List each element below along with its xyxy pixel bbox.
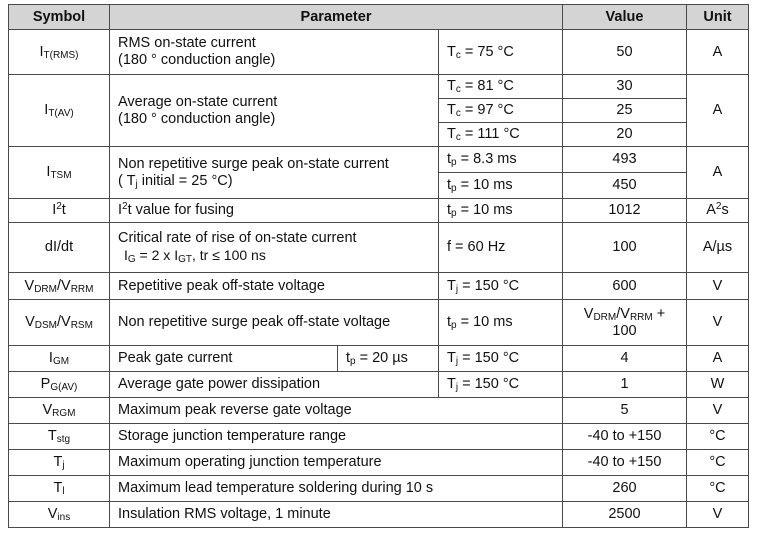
condition-cell: $T_c = 97$ °C bbox=[439, 99, 563, 123]
table-row bbox=[9, 450, 749, 476]
symbol-cell: $I_{T(AV)}$ bbox=[9, 75, 110, 147]
symbol-cell: $P_{G(AV)}$ bbox=[9, 372, 110, 398]
value-cell: 100 bbox=[563, 223, 687, 273]
value-cell: 1 bbox=[563, 372, 687, 398]
unit-cell: $A^2s$ bbox=[687, 199, 749, 223]
unit-cell: V bbox=[687, 300, 749, 346]
value-cell: 260 bbox=[563, 476, 687, 502]
value-cell: 50 bbox=[563, 30, 687, 75]
value-cell: 2500 bbox=[563, 502, 687, 528]
unit-cell: A bbox=[687, 147, 749, 199]
condition-cell: $T_j = 150$ °C bbox=[439, 372, 563, 398]
value-cell: 1012 bbox=[563, 199, 687, 223]
unit-cell: °C bbox=[687, 476, 749, 502]
symbol-cell: $V_{DSM}/V_{RSM}$ bbox=[9, 300, 110, 346]
table-row bbox=[9, 147, 749, 173]
table-header-row bbox=[9, 5, 749, 30]
value-cell: -40 to +150 bbox=[563, 424, 687, 450]
value-cell: $V_{DRM}/V_{RRM}$ + 100 bbox=[563, 300, 687, 346]
parameter-cell: Insulation RMS voltage, 1 minute bbox=[110, 502, 563, 528]
absolute-ratings-table bbox=[8, 4, 749, 528]
symbol-cell: $V_{DRM}/V_{RRM}$ bbox=[9, 273, 110, 300]
header-symbol: Symbol bbox=[9, 5, 110, 30]
table-row bbox=[9, 300, 749, 346]
condition-cell: $T_c = 111$ °C bbox=[439, 123, 563, 147]
table-row bbox=[9, 75, 749, 99]
condition-cell: $t_p = 10$ ms bbox=[439, 199, 563, 223]
parameter-cell: Non repetitive surge peak on-state current ( $T_j$ initial = 25 °C) bbox=[110, 147, 439, 199]
table-row bbox=[9, 30, 749, 75]
parameter-cell: Peak gate current bbox=[110, 346, 338, 372]
symbol-cell: $I_{GM}$ bbox=[9, 346, 110, 372]
table-row bbox=[9, 502, 749, 528]
symbol-cell: $I_{TSM}$ bbox=[9, 147, 110, 199]
parameter-cell: Repetitive peak off-state voltage bbox=[110, 273, 439, 300]
symbol-cell: dI/dt bbox=[9, 223, 110, 273]
condition-cell: $t_p = 8.3$ ms bbox=[439, 147, 563, 173]
unit-cell: V bbox=[687, 273, 749, 300]
condition-cell: f = 60 Hz bbox=[439, 223, 563, 273]
parameter-cell: Average on-state current (180 ° conduction angle) bbox=[110, 75, 439, 147]
unit-cell: W bbox=[687, 372, 749, 398]
condition-cell: $t_p = 10$ ms bbox=[439, 300, 563, 346]
unit-cell: A bbox=[687, 30, 749, 75]
condition-cell: $T_j = 150$ °C bbox=[439, 346, 563, 372]
value-cell: 5 bbox=[563, 398, 687, 424]
unit-cell: V bbox=[687, 502, 749, 528]
value-cell: 450 bbox=[563, 173, 687, 199]
value-cell: 20 bbox=[563, 123, 687, 147]
unit-cell: °C bbox=[687, 450, 749, 476]
value-cell: 600 bbox=[563, 273, 687, 300]
value-cell: -40 to +150 bbox=[563, 450, 687, 476]
unit-cell: A bbox=[687, 75, 749, 147]
value-cell: 493 bbox=[563, 147, 687, 173]
header-value: Value bbox=[563, 5, 687, 30]
parameter-cell: Critical rate of rise of on-state current $I_G = 2$ x $I_{GT}$, tr ≤ 100 ns bbox=[110, 223, 439, 273]
parameter-cell: Storage junction temperature range bbox=[110, 424, 563, 450]
parameter-cell: RMS on-state current (180 ° conduction angle) bbox=[110, 30, 439, 75]
table-row bbox=[9, 398, 749, 424]
symbol-cell: $V_{RGM}$ bbox=[9, 398, 110, 424]
parameter-cell: Maximum operating junction temperature bbox=[110, 450, 563, 476]
table-row bbox=[9, 346, 749, 372]
parameter-cell: Maximum peak reverse gate voltage bbox=[110, 398, 563, 424]
condition-cell-pulse: $t_p = 20$ µs bbox=[338, 346, 439, 372]
value-cell: 25 bbox=[563, 99, 687, 123]
unit-cell: A bbox=[687, 346, 749, 372]
parameter-cell: $I^2t$ value for fusing bbox=[110, 199, 439, 223]
condition-cell: $t_p = 10$ ms bbox=[439, 173, 563, 199]
header-parameter: Parameter bbox=[110, 5, 563, 30]
table-row bbox=[9, 199, 749, 223]
table-row bbox=[9, 273, 749, 300]
symbol-cell: $I_{T(RMS)}$ bbox=[9, 30, 110, 75]
value-cell: 30 bbox=[563, 75, 687, 99]
condition-cell: $T_c = 81$ °C bbox=[439, 75, 563, 99]
unit-cell: A/µs bbox=[687, 223, 749, 273]
parameter-cell: Average gate power dissipation bbox=[110, 372, 439, 398]
parameter-cell: Maximum lead temperature soldering during 10 s bbox=[110, 476, 563, 502]
value-cell: 4 bbox=[563, 346, 687, 372]
condition-cell: $T_j = 150$ °C bbox=[439, 273, 563, 300]
symbol-cell: $T_j$ bbox=[9, 450, 110, 476]
table-row bbox=[9, 424, 749, 450]
parameter-cell: Non repetitive surge peak off-state voltage bbox=[110, 300, 439, 346]
header-unit: Unit bbox=[687, 5, 749, 30]
table-row bbox=[9, 476, 749, 502]
table-row bbox=[9, 372, 749, 398]
table-row bbox=[9, 223, 749, 273]
unit-cell: °C bbox=[687, 424, 749, 450]
condition-cell: $T_c = 75$ °C bbox=[439, 30, 563, 75]
unit-cell: V bbox=[687, 398, 749, 424]
symbol-cell: $T_{stg}$ bbox=[9, 424, 110, 450]
symbol-cell: $V_{ins}$ bbox=[9, 502, 110, 528]
symbol-cell: $I^2t$ bbox=[9, 199, 110, 223]
symbol-cell: $T_l$ bbox=[9, 476, 110, 502]
